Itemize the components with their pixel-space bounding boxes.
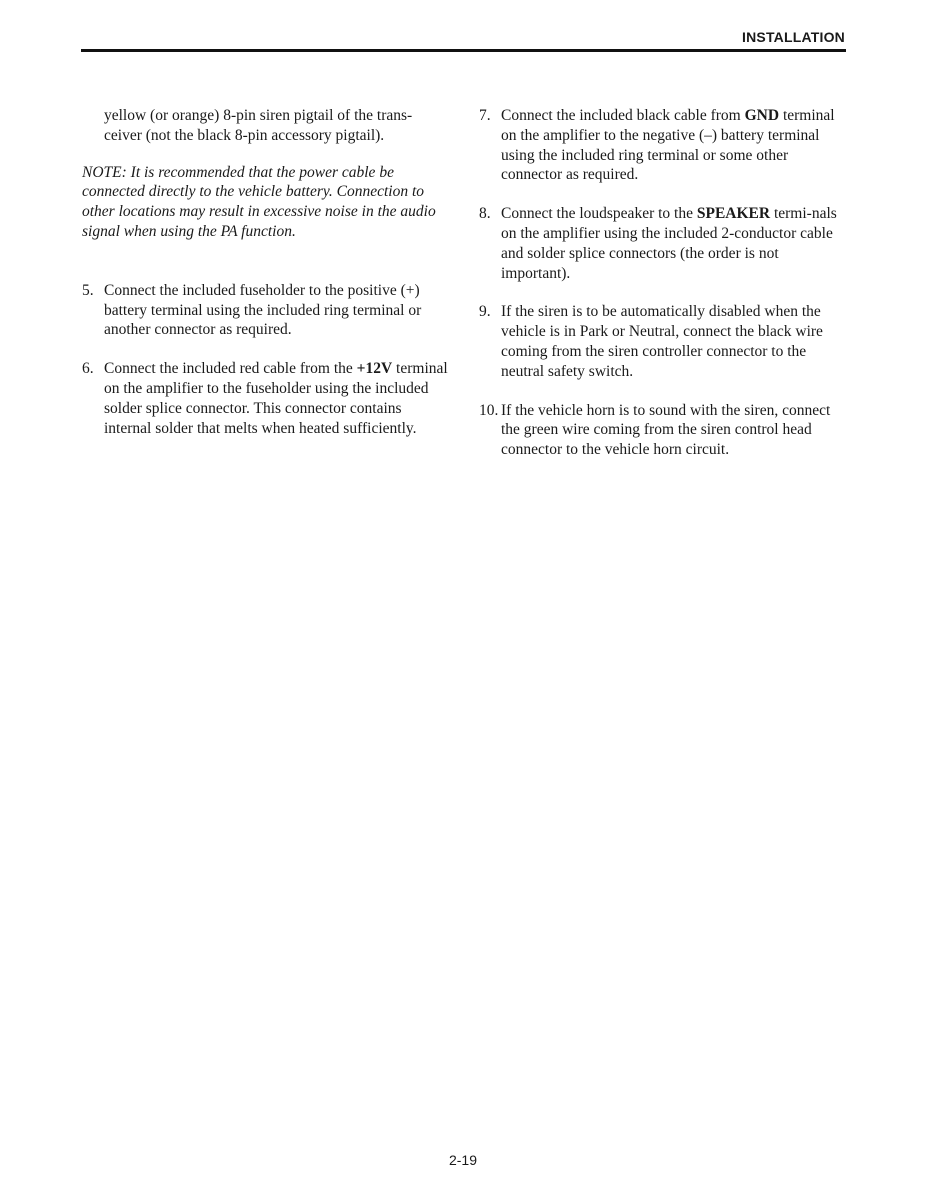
step-text-post: termi-nals on the amplifier using the included 2-conductor cable and solder splice connectors (the order is not important).	[501, 205, 837, 282]
step-number: 10.	[479, 401, 499, 419]
step-text-pre: Connect the included red cable from the	[104, 360, 357, 378]
step-text	[501, 204, 845, 283]
step-6	[82, 359, 448, 438]
step-text-post: terminal on the amplifier to the fuseholder using the included solder splice connector. This connector contains internal solder that melts when heated sufficiently.	[104, 360, 448, 437]
step-7	[479, 106, 845, 185]
step-5	[82, 281, 448, 340]
terminal-label-12v: +12V	[356, 360, 393, 378]
step-text-pre: Connect the loudspeaker to the	[501, 205, 697, 223]
step-text	[104, 359, 448, 438]
terminal-label-gnd: GND	[744, 107, 780, 124]
step-number: 6.	[82, 360, 94, 378]
page-number: 2-19	[448, 1152, 478, 1168]
left-column	[82, 106, 448, 457]
note-paragraph: NOTE: It is recommended that the power cable be connected directly to the vehicle battery. Connection to other locations may result in excessive noise in the audio signal when using the PA function.	[82, 163, 436, 240]
step-number: 8.	[479, 205, 491, 223]
terminal-label-speaker: SPEAKER	[696, 205, 771, 223]
header-rule	[81, 49, 846, 52]
step-text: If the siren is to be automatically disabled when the vehicle is in Park or Neutral, connect the black wire coming from the siren controller connector to the neutral safety switch.	[501, 303, 823, 380]
step-8	[479, 204, 845, 283]
step-text: If the vehicle horn is to sound with the siren, connect the green wire coming from the siren control head connector to the vehicle horn circuit.	[501, 401, 831, 459]
step-9	[479, 302, 845, 381]
step-number: 5.	[82, 281, 94, 299]
right-column	[479, 106, 845, 479]
step-text-pre: Connect the included black cable from	[501, 107, 745, 124]
step-10	[479, 401, 845, 460]
section-title: INSTALLATION	[742, 29, 845, 45]
step-number: 9.	[479, 303, 491, 321]
continued-paragraph: yellow (or orange) 8-pin siren pigtail of the trans-ceiver (not the black 8-pin accessory pigtail).	[104, 107, 413, 144]
step-number: 7.	[479, 107, 491, 124]
step-text-post: terminal on the amplifier to the negative (–) battery terminal using the included ring terminal or some other connector as required.	[501, 107, 835, 184]
step-text: Connect the included fuseholder to the positive (+) battery terminal using the included ring terminal or another connector as required.	[104, 281, 422, 339]
step-text	[501, 106, 845, 185]
